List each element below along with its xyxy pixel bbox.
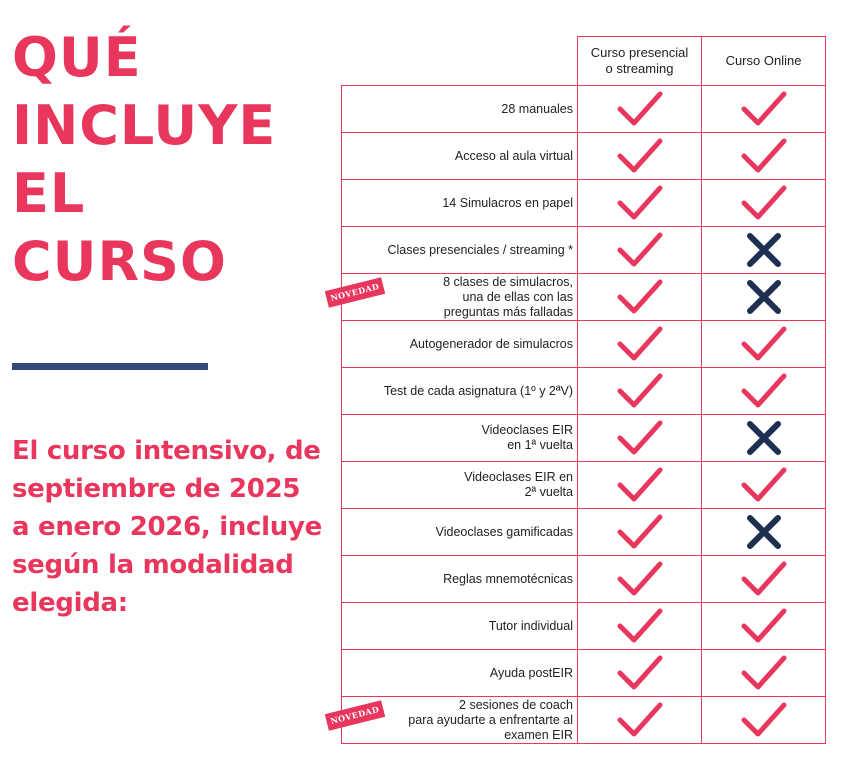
subtitle-line: a enero 2026, incluye xyxy=(12,512,322,542)
feature-cell xyxy=(329,274,578,321)
table-row xyxy=(342,86,826,133)
mark-cell-online xyxy=(702,321,826,368)
check-icon xyxy=(613,559,667,599)
mark-cell-presencial xyxy=(578,603,702,650)
subtitle-line: El curso intensivo, de xyxy=(12,436,321,466)
mark-cell-presencial xyxy=(578,697,702,744)
check-icon xyxy=(613,183,667,223)
mark-cell-online xyxy=(702,86,826,133)
check-icon xyxy=(613,324,667,364)
main-title xyxy=(12,24,332,296)
title-line: QUÉ xyxy=(12,26,142,89)
mark-cell-online xyxy=(702,697,826,744)
table-row xyxy=(342,556,826,603)
feature-label: en 1ª vuelta xyxy=(507,438,573,452)
check-icon xyxy=(613,606,667,646)
feature-cell xyxy=(342,368,578,415)
mark-cell-presencial xyxy=(578,133,702,180)
mark-cell-online xyxy=(702,462,826,509)
mark-cell-online xyxy=(702,133,826,180)
column-header-presencial xyxy=(578,37,702,86)
column-header-online xyxy=(702,37,826,86)
table-row xyxy=(342,133,826,180)
column-header-line: Curso Online xyxy=(725,53,802,68)
table-body xyxy=(329,86,826,744)
mark-cell-online xyxy=(702,415,826,462)
table-row xyxy=(342,697,826,744)
mark-cell-presencial xyxy=(578,274,702,321)
check-icon xyxy=(737,559,791,599)
check-icon xyxy=(737,465,791,505)
feature-label: 8 clases de simulacros, xyxy=(443,274,573,289)
feature-label: para ayudarte a enfrentarte al xyxy=(408,712,573,727)
check-icon xyxy=(613,136,667,176)
table-row xyxy=(342,650,826,697)
check-icon xyxy=(613,277,667,317)
column-header-line: Curso presencial xyxy=(590,45,689,60)
mark-cell-presencial xyxy=(578,86,702,133)
check-icon xyxy=(613,512,667,552)
mark-cell-presencial xyxy=(578,650,702,697)
comparison-table xyxy=(329,36,826,744)
feature-cell xyxy=(342,556,578,603)
header-blank-cell xyxy=(342,37,578,86)
feature-label: Videoclases EIR xyxy=(481,423,573,437)
table-row xyxy=(342,227,826,274)
check-icon xyxy=(737,324,791,364)
mark-cell-presencial xyxy=(578,368,702,415)
feature-cell xyxy=(342,462,578,509)
feature-cell xyxy=(342,180,578,227)
table-row xyxy=(342,509,826,556)
table-row xyxy=(342,274,826,321)
mark-cell-online xyxy=(702,274,826,321)
cross-icon xyxy=(737,230,791,270)
mark-cell-presencial xyxy=(578,509,702,556)
feature-label: Videoclases gamificadas xyxy=(435,524,573,539)
divider xyxy=(12,363,208,370)
novedad-badge: NOVEDAD xyxy=(325,277,385,308)
feature-label: 14 Simulacros en papel xyxy=(442,195,573,210)
feature-label: Test de cada asignatura (1º y 2ªV) xyxy=(383,383,573,398)
check-icon xyxy=(613,89,667,129)
subtitle-line: según la modalidad xyxy=(12,550,294,580)
check-icon xyxy=(737,700,791,740)
subtitle-line: elegida: xyxy=(12,588,128,618)
check-icon xyxy=(737,653,791,693)
subtitle-line: septiembre de 2025 xyxy=(12,474,301,504)
check-icon xyxy=(613,653,667,693)
feature-label: Acceso al aula virtual xyxy=(454,148,573,163)
table-header-row xyxy=(342,37,826,86)
check-icon xyxy=(737,371,791,411)
column-header-line: o streaming xyxy=(605,61,674,76)
feature-label: 2ª vuelta xyxy=(524,485,573,499)
check-icon xyxy=(737,183,791,223)
mark-cell-presencial xyxy=(578,556,702,603)
mark-cell-online xyxy=(702,556,826,603)
table-row xyxy=(342,603,826,650)
mark-cell-presencial xyxy=(578,180,702,227)
feature-label: 2 sesiones de coach xyxy=(459,697,573,712)
feature-label: Videoclases EIR en xyxy=(464,470,573,484)
feature-label: Ayuda postEIR xyxy=(489,665,573,680)
feature-label: preguntas más falladas xyxy=(443,304,573,319)
table-row xyxy=(342,415,826,462)
table-row xyxy=(342,368,826,415)
mark-cell-online xyxy=(702,180,826,227)
title-line: EL xyxy=(12,162,86,225)
table-row xyxy=(342,462,826,509)
feature-label: una de ellas con las xyxy=(462,289,573,304)
mark-cell-presencial xyxy=(578,321,702,368)
check-icon xyxy=(613,371,667,411)
feature-label: 28 manuales xyxy=(501,101,573,116)
mark-cell-online xyxy=(702,603,826,650)
feature-label: Tutor individual xyxy=(488,618,573,633)
feature-cell xyxy=(342,415,578,462)
feature-cell xyxy=(342,509,578,556)
check-icon xyxy=(737,606,791,646)
check-icon xyxy=(737,136,791,176)
cross-icon xyxy=(737,512,791,552)
table-row xyxy=(342,321,826,368)
mark-cell-presencial xyxy=(578,415,702,462)
feature-label: Reglas mnemotécnicas xyxy=(443,571,573,586)
check-icon xyxy=(613,700,667,740)
novedad-badge: NOVEDAD xyxy=(325,700,385,731)
feature-cell xyxy=(342,86,578,133)
check-icon xyxy=(613,418,667,458)
feature-label: examen EIR xyxy=(504,727,573,742)
mark-cell-presencial xyxy=(578,462,702,509)
feature-cell xyxy=(329,697,578,744)
feature-label: Clases presenciales / streaming * xyxy=(387,242,573,257)
feature-cell xyxy=(342,603,578,650)
subtitle xyxy=(12,432,342,622)
cross-icon xyxy=(737,418,791,458)
mark-cell-online xyxy=(702,650,826,697)
mark-cell-presencial xyxy=(578,227,702,274)
table-row xyxy=(342,180,826,227)
feature-cell xyxy=(342,227,578,274)
mark-cell-online xyxy=(702,227,826,274)
feature-label: Autogenerador de simulacros xyxy=(409,336,573,351)
title-line: INCLUYE xyxy=(12,94,277,157)
mark-cell-online xyxy=(702,509,826,556)
feature-cell xyxy=(342,321,578,368)
cross-icon xyxy=(737,277,791,317)
check-icon xyxy=(613,230,667,270)
feature-cell xyxy=(342,133,578,180)
check-icon xyxy=(613,465,667,505)
mark-cell-online xyxy=(702,368,826,415)
title-line: CURSO xyxy=(12,230,227,293)
check-icon xyxy=(737,89,791,129)
feature-cell xyxy=(342,650,578,697)
